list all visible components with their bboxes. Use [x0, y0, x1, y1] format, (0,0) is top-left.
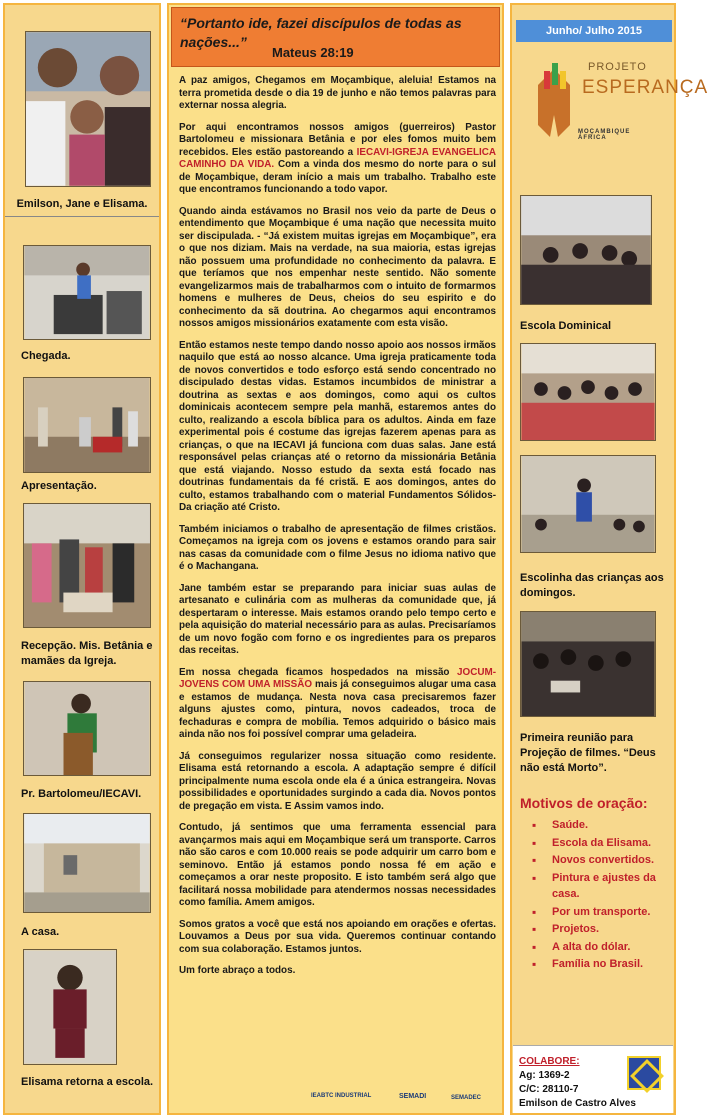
bank-logo-icon [627, 1056, 661, 1090]
letter-body [179, 75, 496, 987]
prayer-item: ▪ Por um transporte. [532, 904, 672, 921]
arrival-photo [23, 245, 151, 340]
left-sidebar [3, 3, 161, 1115]
prayer-item: ▪ Família no Brasil. [532, 956, 672, 973]
sponsor-logo-ieabtc: IEABTC INDUSTRIAL [311, 1093, 372, 1099]
family-photo [25, 31, 151, 187]
main-content [167, 3, 504, 1115]
house-photo [23, 813, 151, 913]
paragraph-8: Já conseguimos regularizer nossa situação como residente. Elisama está retornando a escola. A adaptação sempre é difícil principalmente numa escola onde ela é a única estrangeira. Novas possibilidades e oportunidades surgindo a cada dia. Novos pontos de pregação em vista. E Assim vamos indo. [179, 750, 496, 812]
header-quote: “Portanto ide, fazei discípulos de todas as nações...” [180, 15, 462, 50]
bank-account: C/C: 28110-7 [519, 1084, 579, 1095]
presentation-photo [23, 377, 151, 473]
pastor-photo [23, 681, 151, 776]
caption-casa: A casa. [21, 926, 60, 938]
kids-class-photo [520, 343, 656, 441]
paragraph-10: Somos gratos a você que está nos apoiando em orações e ofertas. Louvamos a Deus por sua vida. Queremos continuar contando com sua colaboração. Estamos juntos. [179, 918, 496, 955]
logo-line3: MOÇAMBIQUE ÁFRICA [578, 129, 631, 141]
caption-reuniao: Primeira reunião para Projeção de filmes. “Deus não está Morto”. [520, 732, 656, 774]
logo-line1: PROJETO [588, 61, 647, 73]
church-name: IECAVI-IGREJA EVANGELICA CAMINHO DA VIDA. [179, 146, 496, 170]
paragraph-7: Em nossa chegada ficamos hospedados na missão JOCUM-JOVENS COM UMA MISSÃO mais já conseguimos alugar uma casa e estamos de mudança. Nesta nova casa precisaremos fazer alguns ajustes como, pintura, novos cadeados, troca de fechaduras e compra de mobília. Temos adquirido o básico mais ainda não nos foi possível comprar uma geladeira. [179, 666, 496, 740]
prayer-item: ▪ Pintura e ajustes da casa. [532, 870, 672, 903]
reception-photo [23, 503, 151, 628]
paragraph-9: Contudo, já sentimos que uma ferramenta essencial para avançarmos mais aqui em Moçambique será um transporte. Carros não são caros e com 10.000 reais se pode adquirir um carro bom e seminovo. Então já estamos pondo nossa fé em ação e começamos a orar neste proposito. E isto também será algo que facilitará nossa mobilidade para atendermos nossas necessidades como família. Amem amigos. [179, 822, 496, 908]
sunday-school-photo [520, 195, 652, 305]
sponsor-logo-semadec: SEMADEC [451, 1095, 482, 1101]
paragraph-6: Jane também estar se preparando para iniciar suas aulas de artesanato e culinária com as mulheras da comunidade que, já despertaram o interesse. Mais estamos orando pelo tempo certo e pela aquisição do material necessário para as aulas. Precisaríamos de um novo fogão com forno e os ingredientes para os preparos das receitas. [179, 582, 496, 656]
caption-family: Emilson, Jane e Elisama. [5, 197, 159, 217]
prayer-item: ▪ A alta do dólar. [532, 939, 672, 956]
paragraph-5: Também iniciamos o trabalho de apresentação de filmes cristãos. Começamos na igreja com os jovens e estamos orando para sair nas casas da comunidade com o filme Jesus no idioma nativo que é o Machangana. [179, 523, 496, 572]
paragraph-2: Por aqui encontramos nossos amigos (guerreiros) Pastor Bartolomeu e missionara Betânia e por eles fomos muito bem recebidos. Eles estão pastoreando a IECAVI-IGREJA EVANGELICA CAMINHO DA VIDA. Com a vinda dos mesmo do norte para o sul de Moçambique, deram início a mais um trabalho. Trabalho este que encontramos funcionando a todo vapor. [179, 121, 496, 195]
prayer-item: ▪ Novos convertidos. [532, 852, 672, 869]
paragraph-3: Quando ainda estávamos no Brasil nos veio da parte de Deus o entendimento que Moçambique é uma nação que necessita muito ser discipulada. - “Já existem muitas igrejas em Moçambique”, era o que nos diziam. Mais na verdade, na sua maioria, estas igrejas não possuem uma profundidade no conhecimento da palavra. E que teríamos que nos empenhar neste sentido. Não somente evangelizarmos mais de trabalharmos com o intuito de formarmos homens e mulheres de Deus, cheios do seu espirito e do conhecimento da sã doutrina. Ao chegarmos aqui encontramos nossos amigos missionários exatamente com esta visão. [179, 205, 496, 329]
kids-sunday-photo [520, 455, 656, 553]
caption-elisama: Elisama retorna a escola. [21, 1076, 154, 1088]
caption-chegada: Chegada. [21, 350, 71, 362]
logo-line2: ESPERANÇA [582, 77, 708, 98]
account-holder: Emilson de Castro Alves [519, 1098, 636, 1109]
caption-pastor: Pr. Bartolomeu/IECAVI. [21, 788, 142, 800]
sponsor-logo-semadi: SEMADI [399, 1093, 427, 1100]
issue-date: Junho/ Julho 2015 [516, 20, 672, 42]
prayer-item: ▪ Saúde. [532, 817, 672, 834]
caption-recepcao: Recepção. Mis. Betânia e mamães da Igreja. [21, 640, 153, 667]
elisama-photo [23, 949, 117, 1065]
prayer-item: ▪ Escola da Elisama. [532, 835, 672, 852]
projeto-esperanca-logo [530, 55, 708, 145]
caption-escola-dominical: Escola Dominical [520, 320, 612, 332]
caption-escolinha: Escolinha das crianças aos domingos. [520, 572, 664, 599]
film-meeting-photo [520, 611, 656, 717]
paragraph-11: Um forte abraço a todos. [179, 965, 296, 976]
donation-box [513, 1045, 673, 1113]
donation-label: COLABORE: [519, 1056, 580, 1067]
prayer-list [532, 817, 672, 974]
paragraph-1: A paz amigos, Chegamos em Moçambique, aleluia! Estamos na terra prometida desde o dia 19 de junho e não temos palavras para externar nossa alegria. [179, 75, 496, 111]
sponsor-logos [311, 1085, 501, 1109]
mission-name: JOCUM-JOVENS COM UMA MISSÃO [179, 666, 496, 690]
hands-heart-icon [530, 55, 578, 139]
caption-apresentacao: Apresentação. [21, 480, 97, 492]
right-sidebar [510, 3, 708, 1115]
header-reference: Mateus 28:19 [272, 45, 354, 60]
paragraph-4: Então estamos neste tempo dando nosso apoio aos nossos irmãos naquilo que está ao nosso alcance. Uma igreja praticamente toda de novos convertidos e todo esforço está sendo concentrado no discipulado destas vidas. Estamos incumbidos de ministrar a doutrina as sextas e aos domingos, como aqui os cultos dominicais acontecem sempre pela manhã, estaremos antes do culto, realizando a escola bíblica para os adultos. Ainda em faze experimental pois é costume das igrejas fazerem apenas para as crianças, o que na IECAVI já funciona com duas salas. Jane está responsável pelas crianças até o retorno da missionária Betânia que está viajando. Nosso estudo da sexta está focado nas doutrinas fundamentais da fé cristã. E aos domingos, antes do culto, estamos trabalhando com o material Fundamentos Sólidos-Da criação até Cristo. [179, 339, 496, 513]
prayer-title: Motivos de oração: [520, 795, 648, 811]
bank-agency: Ag: 1369-2 [519, 1070, 570, 1081]
header-quote-box [171, 7, 500, 67]
prayer-item: ▪ Projetos. [532, 921, 672, 938]
